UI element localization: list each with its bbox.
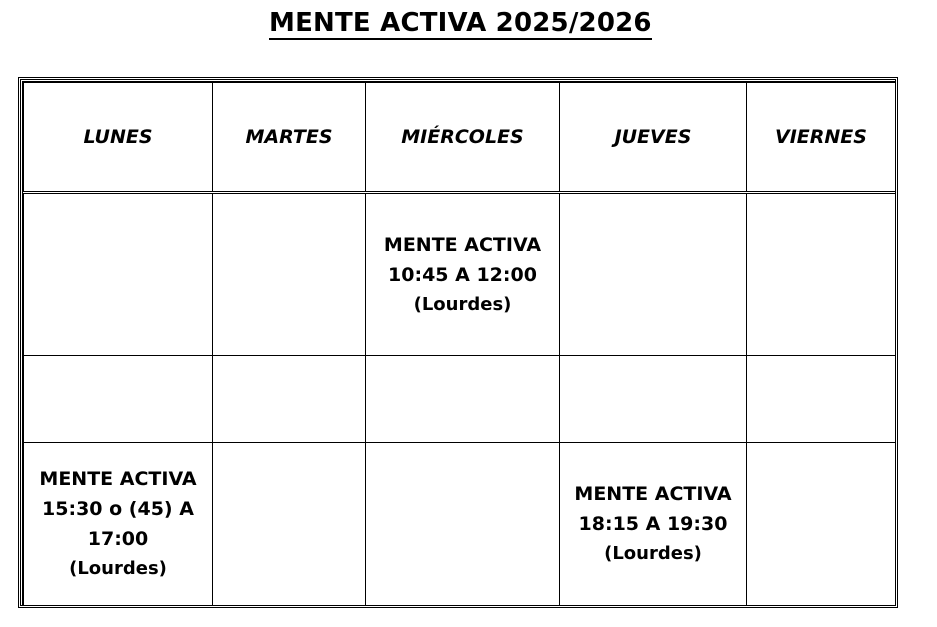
table-row xyxy=(24,356,896,443)
cell-miercoles-r2 xyxy=(366,356,560,443)
cell-miercoles-r3 xyxy=(366,443,560,606)
class-name: MENTE ACTIVA xyxy=(39,468,197,490)
cell-miercoles-r1 xyxy=(366,193,560,356)
schedule-table xyxy=(23,82,896,606)
header-day-viernes: VIERNES xyxy=(747,83,896,193)
class-time-end: 17:00 xyxy=(87,528,149,550)
cell-jueves-r2 xyxy=(560,356,747,443)
header-row xyxy=(24,83,896,193)
cell-martes-r2 xyxy=(213,356,366,443)
class-time: 15:30 o (45) A xyxy=(42,498,194,520)
header-day-jueves: JUEVES xyxy=(560,83,747,193)
class-name: MENTE ACTIVA xyxy=(383,233,542,256)
header-day-miercoles: MIÉRCOLES xyxy=(366,83,560,193)
class-time: 10:45 A 12:00 xyxy=(388,263,537,286)
page-title-text: MENTE ACTIVA 2025/2026 xyxy=(269,8,652,38)
page-title xyxy=(269,6,669,40)
header-day-martes: MARTES xyxy=(213,83,366,193)
class-time: 18:15 A 19:30 xyxy=(578,513,728,535)
cell-lunes-r2 xyxy=(24,356,213,443)
cell-viernes-r2 xyxy=(747,356,896,443)
table-row xyxy=(24,443,896,606)
cell-martes-r3 xyxy=(213,443,366,606)
cell-viernes-r3 xyxy=(747,443,896,606)
cell-viernes-r1 xyxy=(747,193,896,356)
header-day-lunes: LUNES xyxy=(24,83,213,193)
cell-martes-r1 xyxy=(213,193,366,356)
cell-lunes-r3 xyxy=(24,443,213,606)
class-instructor: (Lourdes) xyxy=(69,558,167,579)
cell-jueves-r1 xyxy=(560,193,747,356)
cell-jueves-r3 xyxy=(560,443,747,606)
class-instructor: (Lourdes) xyxy=(604,543,702,564)
cell-lunes-r1 xyxy=(24,193,213,356)
class-name: MENTE ACTIVA xyxy=(574,483,732,505)
class-instructor: (Lourdes) xyxy=(413,293,512,315)
table-row xyxy=(24,193,896,356)
